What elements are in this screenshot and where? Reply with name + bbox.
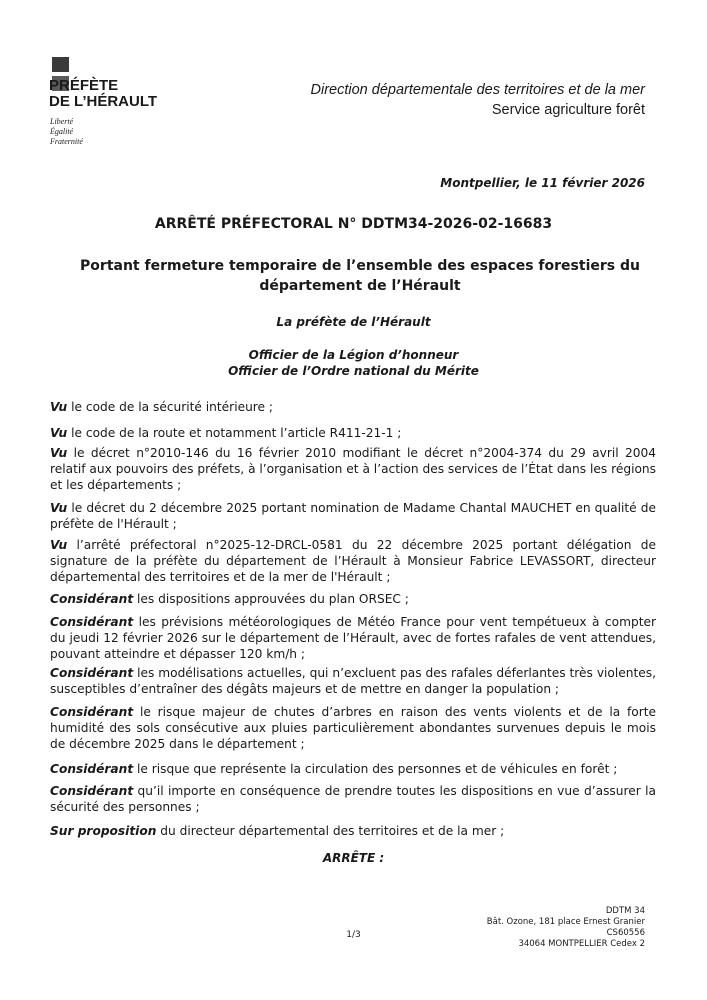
signatory: La préfète de l’Hérault [276,315,431,329]
text: les prévisions météorologiques de Météo France pour vent tempétueux à compter du jeudi 12 février 2026 sur le département de l’Hérault, avec de fortes rafales de vent attendues, pouvant atteindre et dépasser 120 km/h ; [50,615,656,661]
document-title: ARRÊTÉ PRÉFECTORAL N° DDTM34-2026-02-16683 [154,216,553,232]
paragraph [50,823,656,839]
honor-line: Officier de la Légion d’honneur [248,348,459,362]
text: le code de la sécurité intérieure ; [67,400,274,414]
paragraph [50,591,656,607]
motto-line: Liberté [50,117,74,126]
prefecture-name [49,78,157,110]
lead: Considérant [50,666,134,680]
document-subtitle: Portant fermeture temporaire de l’ensemble des espaces forestiers du département de l’Hérault [80,258,640,294]
paragraph [50,445,656,493]
marianne-logo [52,57,94,73]
honors [0,347,707,379]
lead: Vu [50,538,68,552]
lead: Vu [50,400,68,414]
address-line: 34064 MONTPELLIER Cedex 2 [518,939,645,949]
lead: Vu [50,446,68,460]
text: les dispositions approuvées du plan ORSEC ; [133,592,409,606]
paragraph [50,783,656,815]
paragraph [50,614,656,662]
text: le décret n°2010-146 du 16 février 2010 modifiant le décret n°2004-374 du 29 avril 2004 relatif aux pouvoirs des préfets, à l’organisation et à l’action des services de l’État dans les régions et les départements ; [50,446,656,492]
republic-motto [50,117,83,147]
direction-name: Direction départementale des territoires et de la mer [310,82,645,98]
lead: Considérant [50,592,134,606]
lead: Vu [50,501,68,515]
text: du directeur départemental des territoires et de la mer ; [156,824,505,838]
address-line: DDTM 34 [605,906,645,916]
lead: Considérant [50,784,134,798]
address-line: CS60556 [606,928,645,938]
footer-address [487,906,645,950]
paragraph [50,704,656,752]
paragraph [50,399,656,415]
paragraph [50,665,656,697]
authority-line: PRÉFÈTE [49,77,119,94]
decree-heading: ARRÊTE : [322,851,385,865]
text: l’arrêté préfectoral n°2025-12-DRCL-0581 du 22 décembre 2025 portant délégation de signature de la préfète du département de l’Hérault à Monsieur Fabrice LEVASSORT, directeur départemental des territoires et de la mer de l'Hérault ; [50,538,656,584]
page-number: 1/3 [346,930,361,940]
lead: Sur proposition [50,824,157,838]
paragraph [50,425,656,441]
service-name: Service agriculture forêt [491,102,645,118]
honor-line: Officier de l’Ordre national du Mérite [228,364,479,378]
address-line: Bât. Ozone, 181 place Ernest Granier [486,917,645,927]
lead: Considérant [50,705,134,719]
lead: Vu [50,426,68,440]
date-line: Montpellier, le 11 février 2026 [440,176,645,190]
text: le risque majeur de chutes d’arbres en raison des vents violents et de la forte humidité des sols consécutive aux pluies particulièrement abondantes survenues depuis le mois de décembre 2025 dans le département ; [50,705,656,751]
paragraph [50,500,656,532]
paragraph [50,537,656,585]
lead: Considérant [50,762,134,776]
authority-line: DE L’HÉRAULT [49,93,158,110]
motto-line: Égalité [50,127,74,136]
text: le décret du 2 décembre 2025 portant nomination de Madame Chantal MAUCHET en qualité de préfète de l'Hérault ; [50,501,656,531]
text: qu’il importe en conséquence de prendre toutes les dispositions en vue d’assurer la sécurité des personnes ; [50,784,656,814]
text: le risque que représente la circulation des personnes et de véhicules en forêt ; [133,762,618,776]
issuing-department [311,80,645,120]
paragraph [50,761,656,777]
motto-line: Fraternité [50,137,83,146]
text: le code de la route et notamment l’article R411-21-1 ; [67,426,402,440]
lead: Considérant [50,615,134,629]
text: les modélisations actuelles, qui n’excluent pas des rafales déferlantes très violentes, susceptibles d’entraîner des dégâts majeurs et de mettre en danger la population ; [50,666,656,696]
